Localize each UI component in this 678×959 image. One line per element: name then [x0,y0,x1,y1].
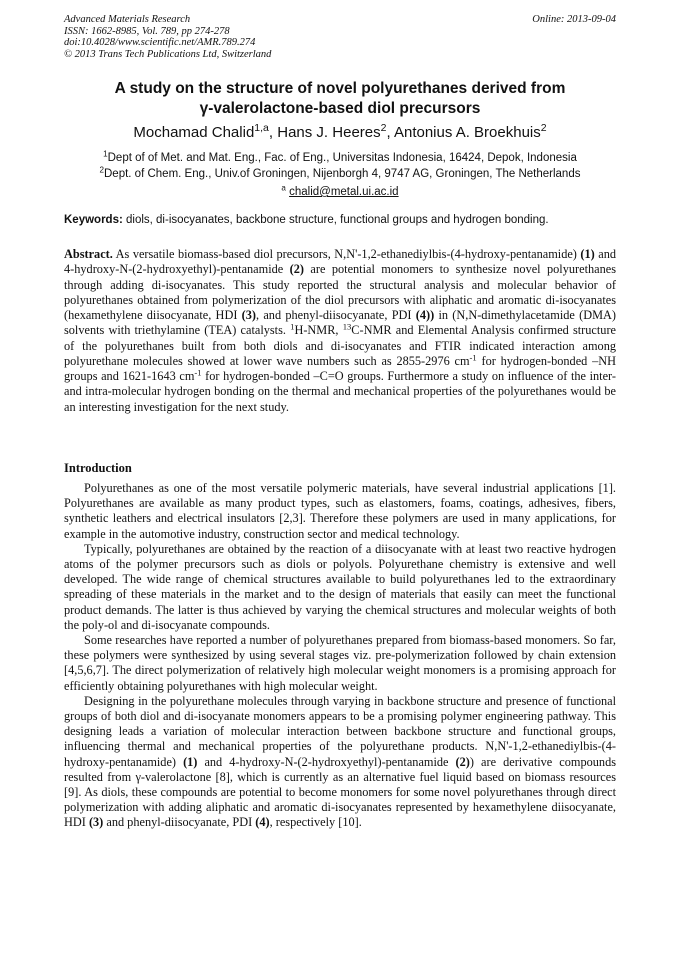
compound-ref: (3) [88,815,104,830]
paragraph-4 [64,694,616,831]
abstract-text: H-NMR, [294,323,343,338]
keywords-text: diols, di-isocyanates, backbone structure, functional groups and hydrogen bonding. [126,214,549,226]
author-separator: , [386,124,394,141]
compound-ref: (2) [289,262,304,277]
abstract-text: C-NMR and Elemental Analysis confirmed structure of the polyurethanes built from both diols and di-isocyanates and FTIR indicated interaction among polyurethane molecules showed at lower wave numbers such as 2855-2976 cm [64,323,617,368]
compound-ref: (2) [455,754,470,769]
affiliation-text: Dept. of Chem. Eng., Univ.of Groningen, Nijenborgh 4, 9747 AG, Groningen, The Netherlands [104,168,581,180]
paragraph-2: Typically, polyurethanes are obtained by the reaction of a diisocyanate with at least two reactive hydrogen atoms of the polymer precursors such as diols or polyols. Polyurethane chemistry is extensive and well developed. The wide range of chemical structures available to build polyurethanes led to the extraordinary spreading of these materials in the market and to the design of materials that easily can meet the functional product demands. The latter is thus achieved by varying the chemical structures and molecular weights of both the poly-ol and di-isocyanate compounds. [64,541,616,632]
author-superscript: 1,a [254,122,269,135]
author-superscript: 2 [540,122,547,135]
superscript: -1 [194,367,202,378]
doi-line: doi:10.4028/www.scientific.net/AMR.789.274 [64,37,256,48]
copyright-line: © 2013 Trans Tech Publications Ltd, Switzerland [64,48,272,60]
abstract-text: , and phenyl-diisocyanate, PDI [256,308,416,322]
abstract-text: and 4-hydroxy-N-(2-hydroxyethyl)-pentanamide [64,247,616,277]
journal-header [64,14,616,60]
paragraph-1: Polyurethanes as one of the most versatile polymeric materials, have several industrial applications [1]. Polyurethanes are available as many product types, such as elastomers, foams, coatings, adhesives, fibers, synthetic leathers and electrical insulators [2,3]. Therefore these polymers are used in many applications, for example in the automotive industry, construction sector and medical technology. [64,481,616,541]
compound-ref: (3) [241,308,257,322]
issn-line: ISSN: 1662-8985, Vol. 789, pp 274-278 [64,25,230,37]
author-separator: , [268,124,278,141]
author-name: Antonius A. Broekhuis [393,124,541,141]
abstract-text: for hydrogen-bonded –NH groups and 1621-1643 cm [64,353,616,383]
author-name: Hans J. Heeres [277,124,381,141]
paragraph-text: and phenyl-diisocyanate, PDI [103,815,256,830]
introduction-body [64,481,616,831]
paragraph-text: ) are derivative compounds resulted from γ-valerolactone [8], which is currently as an alternative fuel liquid based on biomass resources [9]. As diols, these compounds are potential to become monomers for some novel polyurethanes through direct polymerization with adding aliphatic and aromatic di-isocyanates represented by hexamethylene diisocyanate, HDI [64,754,617,830]
superscript: -1 [469,352,477,363]
abstract-label: Abstract. [64,247,113,261]
paragraph-text: , respectively [10]. [269,815,362,830]
affiliation-marker: 2 [99,165,104,175]
title-line-1: A study on the structure of novel polyurethanes derived from [114,80,566,97]
online-date: Online: 2013-09-04 [532,14,616,25]
compound-ref: (4)) [415,308,435,322]
superscript: 13 [342,321,352,332]
abstract-text: are potential monomers to synthesize novel polyurethanes through adding di-isocyanates. This study reported the structural analysis and molecular behavior of polyurethanes obtained from polymerization of the diol precursors with aliphatic and aromatic di-isocyanates (hexamethylene diisocyanate, HDI [64,262,616,322]
abstract-text: for hydrogen-bonded –C=O groups. Furthermore a study on influence of the inter- and intra-molecular hydrogen bonding on the thermal and mechanical properties of the polyurethanes would be an interesting investigation for the next study. [64,369,616,414]
compound-ref: (1) [580,247,595,261]
email-marker: a [281,183,286,193]
keywords-label: Keywords: [64,214,123,226]
compound-ref: (4) [255,815,270,830]
paper-title [64,79,616,119]
abstract [64,247,616,415]
email-link[interactable]: chalid@metal.ui.ac.id [289,186,399,198]
corresponding-email [64,184,616,200]
superscript: 1 [290,321,295,332]
author-name: Mochamad Chalid [133,124,255,141]
affiliation-marker: 1 [103,149,108,159]
affiliation-2 [64,166,616,182]
paragraph-3: Some researches have reported a number of polyurethanes prepared from biomass-based monomers. So far, these polymers were synthesized by using several stages viz. pre-polymerization followed by chain extension [4,5,6,7]. The direct polymerization of relatively high molecular weight monomers is a promising approach for efficiently obtaining polyurethanes with high molecular weight. [64,633,616,693]
author-superscript: 2 [380,122,387,135]
affiliation-text: Dept of of Met. and Mat. Eng., Fac. of Eng., Universitas Indonesia, 16424, Depok, Indonesia [107,152,577,164]
author-list [64,124,616,142]
title-line-2: γ-valerolactone-based diol precursors [199,100,481,117]
paragraph-text: Designing in the polyurethane molecules through varying in backbone structure and presence of functional groups of both diol and di-isocyanate monomers appears to be a promising polymer engineering pathway. This designing leads a variation of molecular interaction between backbone structure and functional groups, influencing thermal and mechanical properties of the polyurethane products. N,N'-1,2-ethanediylbis-(4-hydroxy-pentanamide) [64,693,616,769]
compound-ref: (1) [183,754,198,769]
affiliations [64,150,616,182]
abstract-text: in (N,N-dimethylacetamide (DMA) solvents with triethylamine (TEA) catalysts. [64,308,616,338]
paragraph-text: and 4-hydroxy-N-(2-hydroxyethyl)-pentanamide [197,754,456,769]
journal-name: Advanced Materials Research [64,14,191,25]
affiliation-1 [64,150,616,166]
abstract-text: As versatile biomass-based diol precursors, N,N'-1,2-ethanediylbis-(4-hydroxy-pentanamide) [112,247,581,261]
introduction-heading: Introduction [64,461,132,475]
keywords [64,212,616,228]
